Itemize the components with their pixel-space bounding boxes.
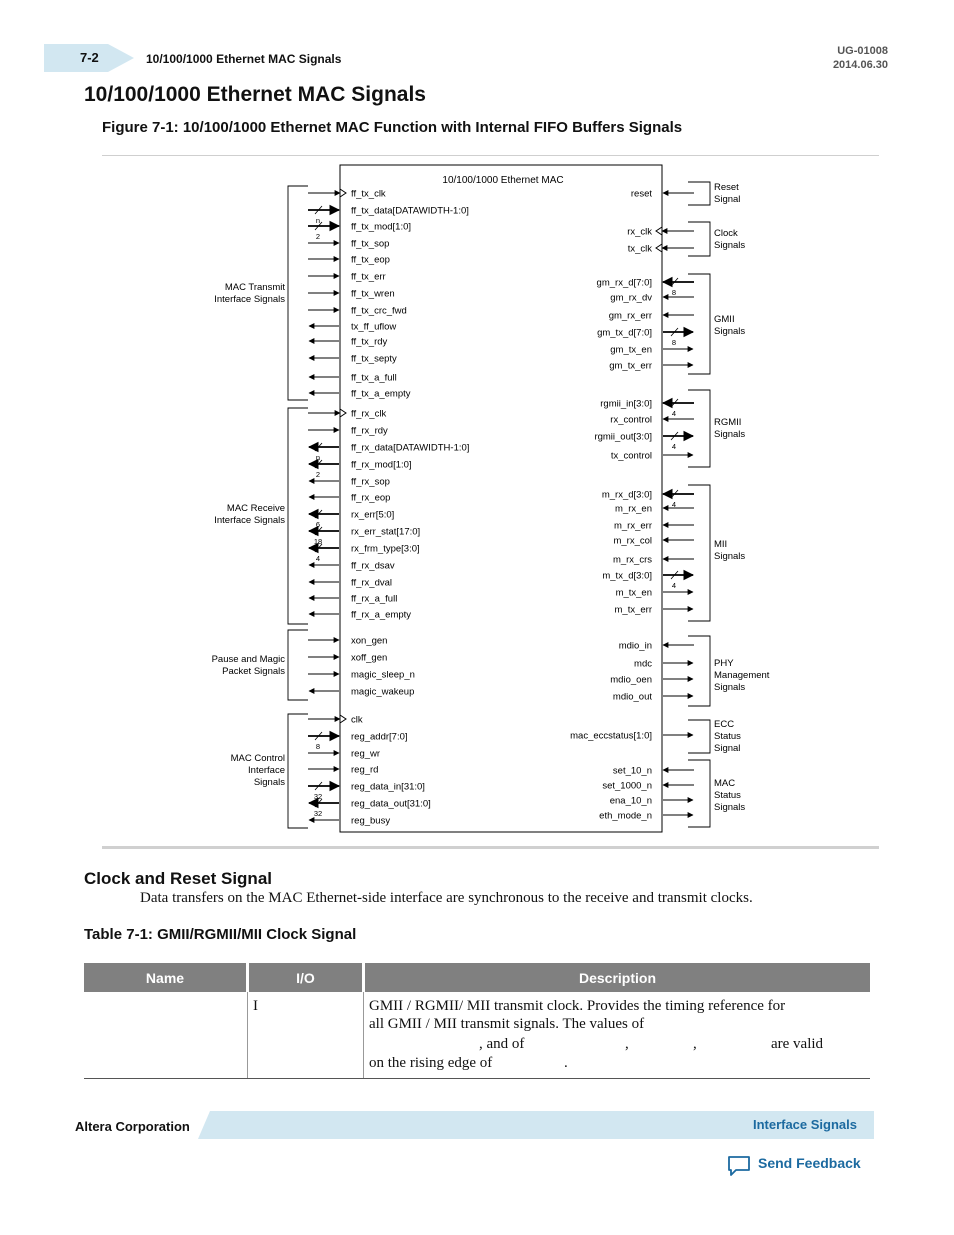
left-signal-rx-err-bus-width: 6 [315,520,321,529]
left-signal-reg-data-out-bus-width: 32 [313,809,323,818]
right-group-bracket [688,485,710,621]
left-signal-ff-rx-dsav-label: ff_rx_dsav [351,560,395,572]
table-caption: Table 7-1: GMII/RGMII/MII Clock Signal [84,926,357,943]
left-group-label: Packet Signals [222,666,285,677]
footer-section-link[interactable]: Interface Signals [752,1117,857,1132]
figure-caption: Figure 7-1: 10/100/1000 Ethernet MAC Function with Internal FIFO Buffers Signals [102,119,683,136]
right-signal-m-tx-d-bus-width: 4 [671,581,677,590]
left-signal-ff-tx-septy-label: ff_tx_septy [351,353,397,365]
right-group-label: Signals [714,326,746,337]
left-signal-ff-tx-crc-fwd-label: ff_tx_crc_fwd [351,305,407,317]
right-signal-rx-control-label: rx_control [610,414,652,426]
right-group-label: Clock [714,228,738,239]
left-signal-ff-tx-wren-label: ff_tx_wren [351,288,395,300]
right-signal-tx-clk-label: tx_clk [627,243,652,255]
left-signal-ff-rx-a-empty-label: ff_rx_a_empty [351,609,412,621]
right-group-label: Signals [714,551,746,562]
right-signal-mdio-oen-label: mdio_oen [610,674,652,686]
right-signal-gm-tx-d-bus-width: 8 [671,338,677,347]
table-col-divider [247,992,248,1078]
right-signal-reset-label: reset [630,188,652,200]
left-signal-reg-busy-label: reg_busy [351,815,391,827]
right-signal-mdio-in-label: mdio_in [618,640,652,652]
left-group-bracket [288,714,308,828]
left-signal-ff-tx-a-empty-label: ff_tx_a_empty [351,388,411,400]
left-signal-rx-err-stat-bus-width: 18 [313,537,323,546]
page-number: 7-2 [80,50,99,65]
table-bottom-rule [84,1078,870,1079]
right-signal-tx-control-label: tx_control [610,450,652,462]
right-group-bracket [688,720,710,753]
section-heading: Clock and Reset Signal [84,869,272,888]
right-group-label: Signals [714,429,746,440]
right-group-label: MAC [714,778,736,789]
left-signal-ff-rx-rdy-label: ff_rx_rdy [351,425,388,437]
table-header-description: Description [365,963,870,992]
right-signal-set-1000-n-label: set_1000_n [602,780,652,792]
left-signal-ff-rx-dval-label: ff_rx_dval [351,577,393,589]
left-signal-ff-tx-data-label: ff_tx_data[DATAWIDTH-1:0] [351,205,469,217]
right-signal-m-rx-crs-label: m_rx_crs [612,554,652,566]
left-signal-rx-err-label: rx_err[5:0] [351,509,395,521]
left-group-bracket [288,630,308,700]
left-signal-ff-rx-mod-bus-width: 2 [315,470,321,479]
right-group-label: Signals [714,802,746,813]
right-signal-rgmii-out-label: rgmii_out[3:0] [594,431,652,443]
right-group-label: Signals [714,682,746,693]
header-section-title: 10/100/1000 Ethernet MAC Signals [146,52,342,66]
right-group-label: PHY [714,658,734,669]
footer-bar-tip [198,1111,210,1139]
right-group-label: ECC [714,719,735,730]
right-signal-ena-10-n-label: ena_10_n [609,795,652,807]
left-signal-rx-err-stat-label: rx_err_stat[17:0] [351,526,421,538]
left-signal-reg-wr-label: reg_wr [351,748,381,760]
left-signal-ff-tx-a-full-label: ff_tx_a_full [351,372,397,384]
table-cell-description-fragment: are valid [771,1036,824,1052]
right-signal-m-rx-d-bus-width: 4 [671,500,677,509]
right-group-label: RGMII [714,417,742,428]
right-signal-gm-rx-d-bus-width: 8 [671,288,677,297]
left-signal-clk-label: clk [351,714,363,726]
right-signal-rgmii-out-bus-width: 4 [671,442,677,451]
left-signal-ff-rx-clk-label: ff_rx_clk [351,408,387,420]
mac-block-title: 10/100/1000 Ethernet MAC [442,175,564,186]
left-signal-reg-data-out-label: reg_data_out[31:0] [351,798,431,810]
right-signal-gm-tx-err-label: gm_tx_err [609,360,652,372]
table-cell-description-fragment: , and of [479,1036,525,1052]
left-group-bracket [288,408,308,624]
left-group-label: MAC Transmit [224,282,285,293]
left-signal-ff-rx-eop-label: ff_rx_eop [351,492,391,504]
table-cell-description-fragment: on the rising edge of [369,1055,493,1071]
table-cell-description-fragment: , [625,1036,629,1052]
left-signal-ff-rx-data-bus-width: n [315,453,321,462]
left-signal-reg-addr-label: reg_addr[7:0] [351,731,408,743]
table-header-name: Name [84,963,246,992]
right-group-bracket [688,222,710,256]
right-signal-gm-tx-en-label: gm_tx_en [610,344,652,356]
section-text: Data transfers on the MAC Ethernet-side interface are synchronous to the receive and transmit clocks. [140,890,753,906]
right-group-label: Signal [714,743,741,754]
left-group-label: Signals [253,777,285,788]
doc-date: 2014.06.30 [832,59,888,71]
page-title: 10/100/1000 Ethernet MAC Signals [84,83,426,106]
right-signal-m-tx-err-label: m_tx_err [614,604,652,616]
left-signal-ff-rx-sop-label: ff_rx_sop [351,476,390,488]
left-signal-ff-tx-eop-label: ff_tx_eop [351,254,390,266]
table-cell-description-line2: all GMII / MII transmit signals. The values of [369,1016,645,1032]
table-cell-io: I [253,998,258,1014]
left-group-label: Interface Signals [214,294,285,305]
left-signal-ff-tx-mod-label: ff_tx_mod[1:0] [351,221,412,233]
right-group-label: Signal [714,194,741,205]
right-group-label: Signals [714,240,746,251]
right-group-label: Management [714,670,770,681]
right-signal-gm-rx-dv-label: gm_rx_dv [610,292,652,304]
left-group-bracket [288,186,308,400]
footer-company: Altera Corporation [75,1119,190,1134]
right-signal-tx-clk-clock-mark [656,244,662,252]
left-signal-ff-tx-rdy-label: ff_tx_rdy [351,336,388,348]
right-group-label: MII [714,539,728,550]
left-signal-rx-frm-type-label: rx_frm_type[3:0] [351,543,420,555]
left-signal-reg-data-in-bus-width: 32 [313,792,323,801]
left-signal-ff-tx-err-label: ff_tx_err [351,271,386,283]
left-signal-ff-rx-clk-clock-mark [340,409,346,417]
right-signal-rx-clk-label: rx_clk [627,226,652,238]
right-signal-rx-clk-clock-mark [656,227,662,235]
left-group-label: Interface Signals [214,515,285,526]
right-signal-m-rx-col-label: m_rx_col [613,535,652,547]
left-signal-ff-tx-data-bus-width: n [315,216,321,225]
right-group-label: Status [714,731,741,742]
left-signal-ff-tx-mod-bus-width: 2 [315,232,321,241]
right-group-bracket [688,274,710,374]
right-group-label: Status [714,790,741,801]
left-signal-ff-tx-clk-label: ff_tx_clk [351,188,386,200]
right-signal-m-rx-d-label: m_rx_d[3:0] [601,489,652,501]
table-cell-description-fragment: . [564,1055,568,1071]
right-signal-gm-tx-d-label: gm_tx_d[7:0] [597,327,652,339]
right-signal-mdc-label: mdc [634,658,652,670]
left-signal-magic-wakeup-label: magic_wakeup [351,686,415,698]
right-signal-mac-eccstatus-label: mac_eccstatus[1:0] [570,730,652,742]
right-signal-m-tx-d-label: m_tx_d[3:0] [602,570,652,582]
doc-id: UG-01008 [837,45,888,57]
left-group-label: Interface [248,765,285,776]
left-signal-xoff-gen-label: xoff_gen [351,652,388,664]
left-group-label: Pause and Magic [211,654,285,665]
table-col-divider [363,992,364,1078]
table-cell-description-line1: GMII / RGMII/ MII transmit clock. Provides the timing reference for [369,998,786,1014]
right-group-label: Reset [714,182,739,193]
left-signal-tx-ff-uflow-label: tx_ff_uflow [351,321,397,333]
left-group-label: MAC Control [230,753,285,764]
left-signal-magic-sleep-n-label: magic_sleep_n [351,669,415,681]
left-signal-ff-tx-sop-label: ff_tx_sop [351,238,390,250]
left-signal-clk-clock-mark [340,715,346,723]
right-signal-gm-rx-d-label: gm_rx_d[7:0] [596,277,652,289]
left-signal-ff-tx-clk-clock-mark [340,189,346,197]
left-signal-ff-rx-mod-label: ff_rx_mod[1:0] [351,459,412,471]
send-feedback-link[interactable]: Send Feedback [758,1155,861,1171]
left-signal-reg-data-in-label: reg_data_in[31:0] [351,781,425,793]
left-signal-xon-gen-label: xon_gen [351,635,388,647]
feedback-icon[interactable] [727,1155,751,1177]
right-group-label: GMII [714,314,735,325]
right-signal-gm-rx-err-label: gm_rx_err [608,310,652,322]
left-signal-reg-rd-label: reg_rd [351,764,379,776]
table-cell-description-fragment: , [693,1036,697,1052]
left-signal-reg-addr-bus-width: 8 [315,742,321,751]
right-signal-rgmii-in-label: rgmii_in[3:0] [600,398,652,410]
figure-bottom-rule [102,846,879,849]
left-signal-ff-rx-data-label: ff_rx_data[DATAWIDTH-1:0] [351,442,470,454]
table-header-io: I/O [249,963,362,992]
right-signal-m-rx-en-label: m_rx_en [615,503,652,515]
right-signal-m-rx-err-label: m_rx_err [613,520,652,532]
left-signal-ff-rx-a-full-label: ff_rx_a_full [351,593,398,605]
right-signal-rgmii-in-bus-width: 4 [671,409,677,418]
right-signal-set-10-n-label: set_10_n [612,765,652,777]
right-signal-eth-mode-n-label: eth_mode_n [599,810,652,822]
right-signal-mdio-out-label: mdio_out [612,691,652,703]
left-signal-rx-frm-type-bus-width: 4 [315,554,321,563]
left-group-label: MAC Receive [226,503,285,514]
right-signal-m-tx-en-label: m_tx_en [615,587,652,599]
